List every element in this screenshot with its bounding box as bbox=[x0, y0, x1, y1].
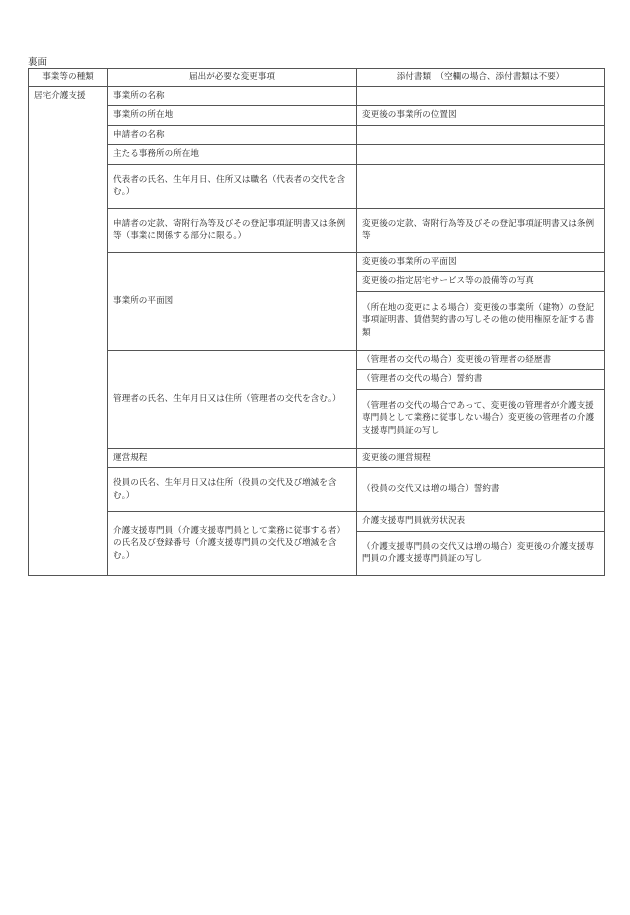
change-item-cell: 申請者の定款、寄附行為等及びその登記事項証明書又は条例等（事業に関係する部分に限る。） bbox=[108, 208, 357, 252]
attachment-cell: 変更後の事業所の位置図 bbox=[357, 106, 605, 125]
table-row bbox=[29, 448, 605, 467]
change-item-cell: 事業所の名称 bbox=[108, 87, 357, 106]
attachment-cell: 変更後の指定居宅サービス等の設備等の写真 bbox=[357, 272, 605, 291]
change-item-cell: 管理者の氏名、生年月日又は住所（管理者の交代を含む。） bbox=[108, 350, 357, 448]
table-row bbox=[29, 208, 605, 252]
table-row bbox=[29, 164, 605, 208]
table-row bbox=[29, 87, 605, 106]
table-row bbox=[29, 125, 605, 144]
attachment-cell: （管理者の交代の場合）変更後の管理者の経歴書 bbox=[357, 350, 605, 369]
change-item-cell: 申請者の名称 bbox=[108, 125, 357, 144]
page-side-label: 裏面 bbox=[28, 57, 48, 68]
attachment-cell: （所在地の変更による場合）変更後の事業所（建物）の登記事項証明書、賃借契約書の写しその他の使用権原を証する書類 bbox=[357, 291, 605, 350]
change-item-cell: 運営規程 bbox=[108, 448, 357, 467]
change-item-cell: 代表者の氏名、生年月日、住所又は職名（代表者の交代を含む。） bbox=[108, 164, 357, 208]
attachment-cell: （管理者の交代の場合であって、変更後の管理者が介護支援専門員として業務に従事しない場合）変更後の管理者の介護支援専門員証の写し bbox=[357, 389, 605, 448]
attachment-cell bbox=[357, 87, 605, 106]
change-item-cell: 事業所の平面図 bbox=[108, 252, 357, 350]
table-row bbox=[29, 512, 605, 531]
attachment-cell: 変更後の事業所の平面図 bbox=[357, 252, 605, 271]
attachment-cell: （管理者の交代の場合）誓約書 bbox=[357, 370, 605, 389]
header-business-type: 事業等の種類 bbox=[29, 69, 108, 87]
table-row bbox=[29, 106, 605, 125]
change-item-cell: 介護支援専門員（介護支援専門員として業務に従事する者）の氏名及び登録番号（介護支援専門員の交代及び増減を含む。） bbox=[108, 512, 357, 575]
table-row bbox=[29, 350, 605, 369]
table-row bbox=[29, 252, 605, 271]
attachment-cell bbox=[357, 145, 605, 164]
table-row bbox=[29, 468, 605, 512]
business-type-cell: 居宅介護支援 bbox=[29, 87, 108, 576]
header-change-item: 届出が必要な変更事項 bbox=[108, 69, 357, 87]
change-item-cell: 役員の氏名、生年月日又は住所（役員の交代及び増減を含む。） bbox=[108, 468, 357, 512]
attachment-cell: 変更後の定款、寄附行為等及びその登記事項証明書又は条例等 bbox=[357, 208, 605, 252]
change-item-cell: 事業所の所在地 bbox=[108, 106, 357, 125]
change-notification-table bbox=[28, 68, 605, 576]
table-row bbox=[29, 145, 605, 164]
attachment-cell: 変更後の運営規程 bbox=[357, 448, 605, 467]
attachment-cell: 介護支援専門員就労状況表 bbox=[357, 512, 605, 531]
header-row bbox=[29, 69, 605, 87]
change-item-cell: 主たる事務所の所在地 bbox=[108, 145, 357, 164]
attachment-cell: （介護支援専門員の交代又は増の場合）変更後の介護支援専門員の介護支援専門員証の写し bbox=[357, 531, 605, 575]
attachment-cell bbox=[357, 164, 605, 208]
header-attachments: 添付書類 （空欄の場合、添付書類は不要） bbox=[357, 69, 605, 87]
attachment-cell bbox=[357, 125, 605, 144]
attachment-cell: （役員の交代又は増の場合）誓約書 bbox=[357, 468, 605, 512]
